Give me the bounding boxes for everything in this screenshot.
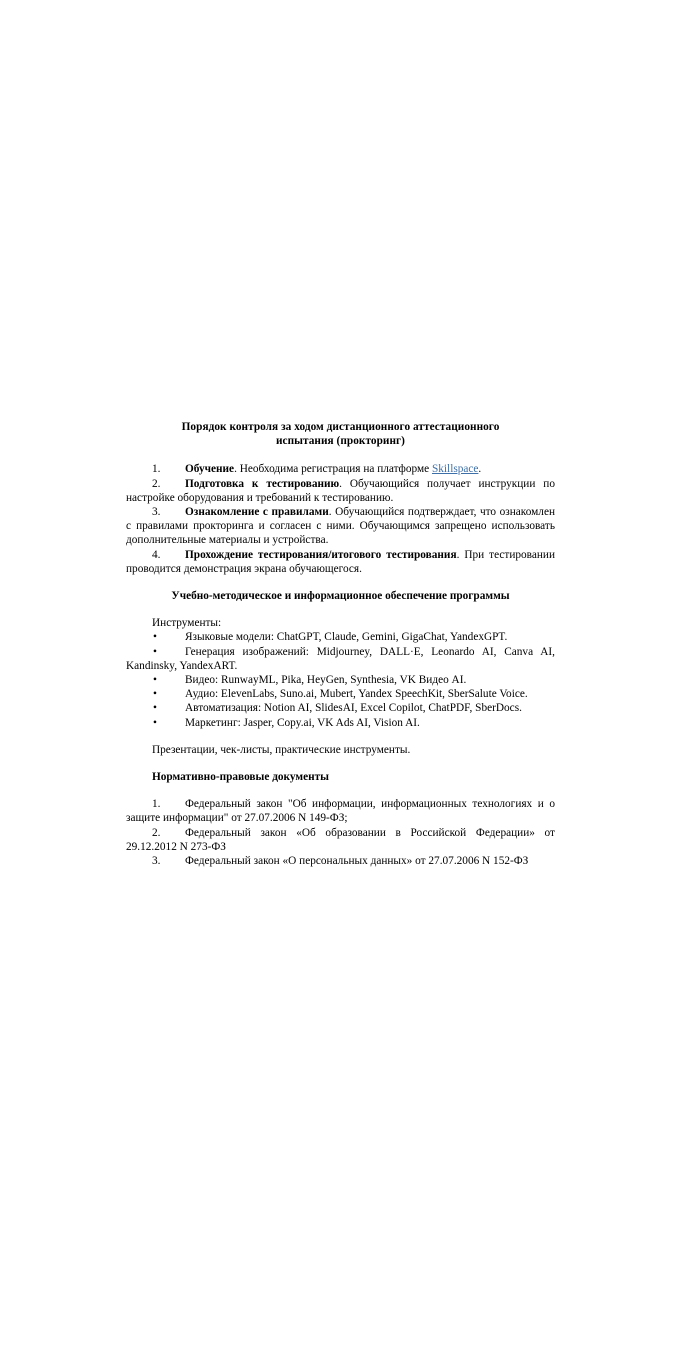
proctoring-step-1 <box>126 462 555 476</box>
tool-item-text: Генерация изображений: Midjourney, DALL·E, Leonardo AI, Canva AI, Kandinsky, YandexART. <box>126 645 555 672</box>
tool-item-automation <box>126 701 555 715</box>
document-text-column <box>126 420 555 868</box>
page-title <box>126 420 555 448</box>
spacer <box>126 603 555 616</box>
bullet-icon: • <box>153 645 157 658</box>
bullet-icon: • <box>153 674 157 687</box>
methodical-section-heading: Учебно-методическое и информационное обеспечение программы <box>171 590 510 603</box>
spacer <box>126 784 555 797</box>
tool-item-text: Языковые модели: ChatGPT, Claude, Gemini, GigaChat, YandexGPT. <box>185 631 508 644</box>
tool-item-images <box>126 645 555 673</box>
bullet-icon: • <box>153 688 157 701</box>
tools-label: Инструменты: <box>152 617 222 630</box>
legal-document-text: Федеральный закон «О персональных данных» от 27.07.2006 N 152-ФЗ <box>185 855 529 868</box>
list-marker: 3. <box>152 855 161 868</box>
tool-item-text: Автоматизация: Notion AI, SlidesAI, Excel Copilot, ChatPDF, SberDocs. <box>185 702 522 715</box>
list-marker: 3. <box>152 506 161 519</box>
list-marker: 2. <box>152 826 161 839</box>
legal-document-text: Федеральный закон "Об информации, информационных технологиях и о защите информации" от 27.07.2006 N 149-ФЗ; <box>126 798 555 825</box>
step-text: . Обучающийся подтверждает, что ознакомлен с правилами прокторинга и согласен с ними. Обучающимся запрещено использовать дополнительные материалы и устройства. <box>126 506 556 547</box>
step-text: . Обучающийся получает инструкции по настройке оборудования и требований к тестированию. <box>126 477 555 504</box>
methodical-closing-line: Презентации, чек-листы, практические инструменты. <box>152 743 411 756</box>
skillspace-link[interactable]: Skillspace <box>431 463 479 476</box>
tool-item-languages <box>126 630 555 644</box>
proctoring-step-3 <box>126 505 555 548</box>
legal-document-1 <box>126 797 555 825</box>
bullet-icon: • <box>153 702 157 715</box>
tool-item-text: Видео: RunwayML, Pika, HeyGen, Synthesia, VK Видео AI. <box>185 674 467 687</box>
list-marker: 1. <box>152 463 161 476</box>
step-text-after-link: . <box>478 463 482 476</box>
tool-item-video <box>126 673 555 687</box>
list-marker: 1. <box>152 798 161 811</box>
tool-item-audio <box>126 687 555 701</box>
list-marker: 4. <box>152 548 161 561</box>
bullet-icon: • <box>153 631 157 644</box>
spacer <box>126 730 555 743</box>
step-lead-in: Ознакомление с правилами <box>185 506 329 519</box>
step-lead-in: Обучение <box>185 463 235 476</box>
step-text: . При тестировании проводится демонстрация экрана обучающегося. <box>126 548 555 575</box>
proctoring-step-4 <box>126 548 555 576</box>
spacer <box>126 757 555 770</box>
legal-document-3 <box>126 854 555 868</box>
page-title-line-1: Порядок контроля за ходом дистанционного аттестационного <box>181 421 500 433</box>
tool-item-text: Маркетинг: Jasper, Copy.ai, VK Ads AI, Vision AI. <box>185 716 420 729</box>
tool-item-text: Аудио: ElevenLabs, Suno.ai, Mubert, Yandex SpeechKit, SberSalute Voice. <box>185 688 528 701</box>
spacer <box>126 576 555 589</box>
step-lead-in: Подготовка к тестированию <box>185 477 340 490</box>
spacer <box>126 448 555 462</box>
step-lead-in: Прохождение тестирования/итогового тестирования <box>185 548 457 561</box>
legal-section-heading: Нормативно-правовые документы <box>152 771 329 784</box>
tool-item-marketing <box>126 716 555 730</box>
legal-document-2 <box>126 826 555 854</box>
bullet-icon: • <box>153 716 157 729</box>
page-title-line-2: испытания (прокторинг) <box>276 435 405 448</box>
list-marker: 2. <box>152 477 161 490</box>
legal-document-text: Федеральный закон «Об образовании в Российской Федерации» от 29.12.2012 N 273-ФЗ <box>126 826 555 853</box>
step-text-before-link: . Необходима регистрация на платформе <box>234 463 432 476</box>
proctoring-step-2 <box>126 477 555 505</box>
